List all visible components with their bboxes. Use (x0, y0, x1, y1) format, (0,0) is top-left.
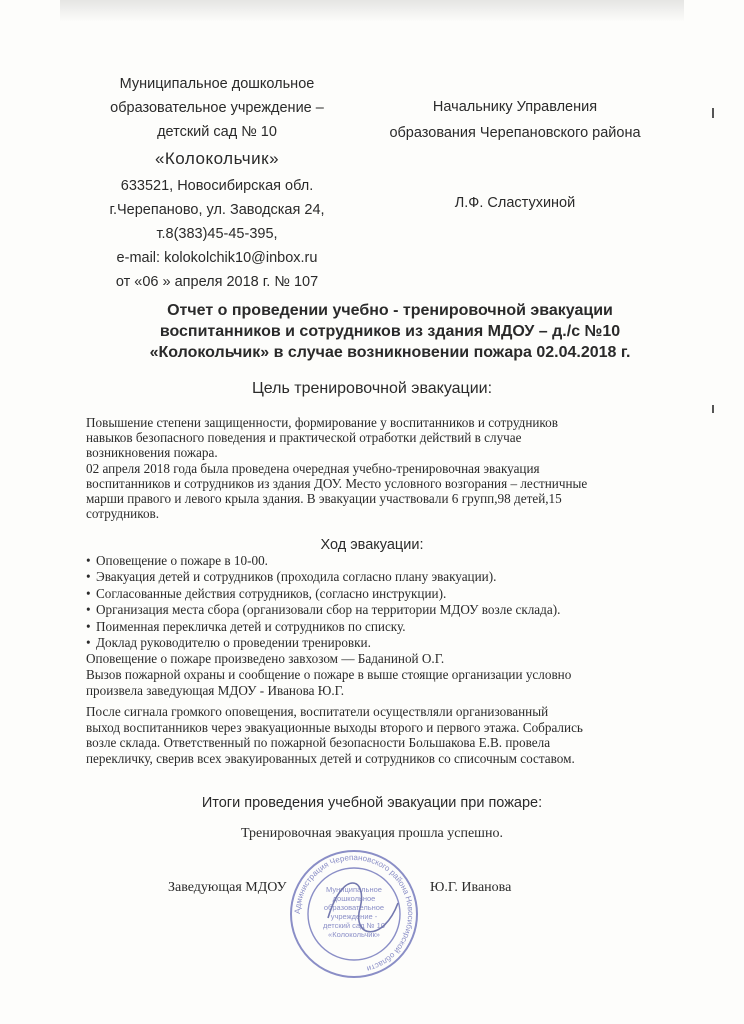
course-heading: Ход эвакуации: (320, 537, 424, 553)
text-line: навыков безопасного поведения и практической отработки действий в случае (86, 430, 522, 446)
stamp-text: учреждение - (330, 912, 378, 921)
text-line: После сигнала громкого оповещения, воспитатели осуществляли организованный (86, 704, 549, 720)
stamp-ring-text: Администрация Черепановского района Новосибирской области (292, 852, 416, 974)
list-item (86, 586, 676, 602)
sender-line: 633521, Новосибирская обл. (120, 178, 314, 194)
text-line: возникновения пожара. (86, 445, 218, 461)
course-list (86, 553, 676, 651)
stamp-text: образовательное (323, 903, 385, 912)
text-line: выход воспитанников через эвакуационные выходы второго и первого этажа. Собрались (86, 719, 583, 735)
sender-line: образовательное учреждение – (110, 100, 324, 116)
list-item-text: Организация места сбора (организовали сбор на территории МДОУ возле склада). (96, 602, 561, 618)
sender-line: Муниципальное дошкольное (119, 76, 315, 92)
recipient-line: образования Черепановского района (389, 125, 641, 141)
results-heading: Итоги проведения учебной эвакуации при пожаре: (201, 795, 543, 811)
list-item-text: Эвакуация детей и сотрудников (проходила согласно плану эвакуации). (96, 569, 497, 585)
sender-line: г.Черепаново, ул. Заводская 24, (109, 202, 325, 218)
list-item (86, 619, 676, 635)
title-line: Отчет о проведении учебно - тренировочной эвакуации (167, 302, 613, 319)
recipient-line: Начальнику Управления (432, 99, 598, 115)
list-item-text: Оповещение о пожаре в 10-00. (96, 553, 268, 568)
goal-heading: Цель тренировочной эвакуации: (251, 380, 493, 397)
bullet: • (86, 635, 91, 651)
list-item-text: Доклад руководителю о проведении тренировки. (96, 635, 371, 651)
title-line: «Колокольчик» в случае возникновении пожара 02.04.2018 г. (149, 344, 631, 361)
bullet: • (86, 602, 91, 618)
recipient-name: Л.Ф. Сластухиной (454, 195, 576, 211)
text-line: 02 апреля 2018 года была проведена очередная учебно-тренировочная эвакуация (86, 460, 540, 476)
title-line: воспитанников и сотрудников из здания МДОУ – д./с №10 (159, 323, 621, 340)
scan-shadow (60, 0, 684, 22)
bullet: • (86, 569, 91, 585)
text-line: сотрудников. (86, 506, 160, 522)
list-item-text: Поименная перекличка детей и сотрудников по списку. (96, 618, 406, 634)
text-line: перекличку, сверив всех эвакуированных детей и сотрудников со списочным составом. (86, 751, 575, 766)
text-line: произвела заведующая МДОУ - Иванова Ю.Г. (86, 682, 345, 698)
text-line: Оповещение о пожаре произведено завхозом — Баданиной О.Г. (86, 651, 445, 667)
text-line: Повышение степени защищенности, формирование у воспитанников и сотрудников (86, 415, 558, 430)
text-line: Вызов пожарной охраны и сообщение о пожаре в выше стоящие организации условно (86, 667, 572, 683)
sender-line: детский сад № 10 (157, 124, 277, 140)
official-stamp (288, 848, 420, 980)
list-item (86, 602, 676, 618)
list-item (86, 635, 676, 651)
bullet: • (86, 553, 91, 568)
course-block (86, 553, 676, 767)
recipient-block (370, 94, 660, 216)
stamp-text: детский сад № 10 (323, 921, 385, 930)
list-item-text: Согласованные действия сотрудников, (согласно инструкции). (96, 585, 447, 601)
sender-org-name: «Колокольчик» (154, 149, 280, 168)
text-line: возле склада. Ответственный по пожарной безопасности Большакова Е.В. провела (86, 735, 551, 751)
signature-name: Ю.Г. Иванова (430, 880, 512, 895)
sender-block (82, 72, 352, 294)
list-item (86, 569, 676, 585)
stamp-text: дошкольное (332, 894, 376, 903)
scan-mark (712, 405, 714, 413)
signature-title: Заведующая МДОУ (168, 880, 287, 895)
text-line: воспитанников и сотрудников из здания ДОУ. Место условного возгорания – лестничные (86, 475, 588, 491)
sender-email: e-mail: kolokolchik10@inbox.ru (116, 250, 318, 266)
goal-text (86, 415, 676, 521)
stamp-text: Муниципальное (326, 885, 382, 894)
bullet: • (86, 585, 91, 601)
results-text: Тренировочная эвакуация прошла успешно. (241, 826, 503, 841)
text-line: марши правого и левого крыла здания. В эвакуации участвовали 6 групп,98 детей,15 (86, 491, 562, 507)
document-title (110, 300, 670, 363)
sender-phone: т.8(383)45-45-395, (156, 226, 278, 242)
bullet: • (86, 618, 91, 634)
list-item (86, 553, 676, 569)
scan-mark (712, 108, 714, 118)
stamp-text: «Колокольчик» (328, 930, 380, 939)
sender-date-number: от «06 » апреля 2018 г. № 107 (115, 274, 319, 290)
